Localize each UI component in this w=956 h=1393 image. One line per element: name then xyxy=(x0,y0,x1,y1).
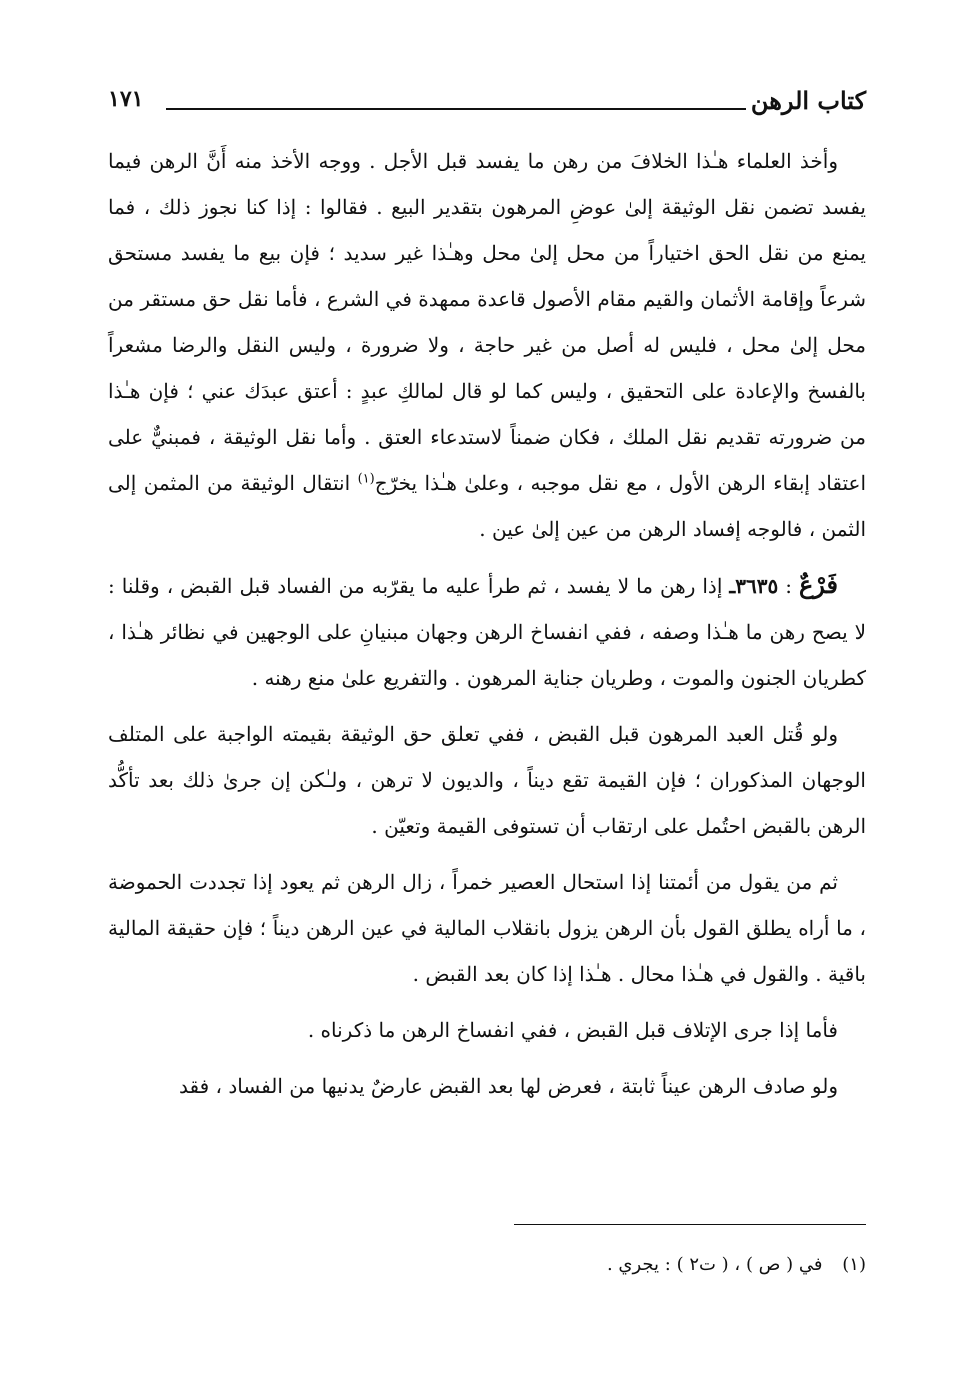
paragraph-4-text: ثم من يقول من أئمتنا إذا استحال العصير خمراً ، زال الرهن ثم يعود إذا تجددت الحموضة ، ما أراه يطلق القول بأن الرهن يزول بانقلاب المالية في عين الرهن ديناً ؛ فإن حقيقة المالية باقية . والقول في هـٰذا محال . هـٰذا إذا كان بعد القبض . xyxy=(108,870,867,986)
running-header xyxy=(108,86,866,126)
paragraph-1 xyxy=(108,138,866,552)
paragraph-3-text: ولو قُتل العبد المرهون قبل القبض ، ففي تعلق حق الوثيقة بقيمته الواجبة على المتلف الوجهان المذكوران ؛ فإن القيمة تقع ديناً ، والديون لا ترهن ، ولـٰكن إن جرىٰ ذلك بعد تأكُّد الرهن بالقبض احتُمل على ارتقاب أن تستوفى القيمة وتعيّن . xyxy=(108,722,866,838)
paragraph-3 xyxy=(108,711,866,849)
paragraph-6 xyxy=(108,1063,866,1109)
paragraph-1-text: وأخذ العلماء هـٰذا الخلافَ من رهن ما يفسد قبل الأجل . ووجه الأخذ منه أَنَّ الرهن فيما يفسد تضمن نقل الوثيقة إلىٰ عوضِ المرهون بتقدير البيع . فقالوا : إذا كنا نجوز ذلك ، فما يمنع من نقل الحق اختياراً من محل إلىٰ محل وهـٰذا غير سديد ؛ فإن بيع ما يفسد مستحق شرعاً وإقامة الأثمان والقيم مقام الأصول قاعدة ممهدة في الشرع ، فأما نقل حق مستقر من محل إلىٰ محل ، فليس له أصل من غير حاجة ، ولا ضرورة ، وليس النقل والرضا مشعراً بالفسخ والإعادة على التحقيق ، وليس كما لو قال لمالكِ عبدٍ : أعتق عبدَك عني ؛ فإن هـٰذا من ضرورته تقديم نقل الملك ، فكان ضمناً لاستدعاء العتق . وأما نقل الوثيقة ، فمبنيٌّ على اعتقاد إبقاء الرهن الأول ، مع نقل موجبه ، وعلىٰ هـٰذا يخرّج xyxy=(108,149,866,495)
page-number: ١٧١ xyxy=(108,86,144,112)
paragraph-far-text: إذا رهن ما لا يفسد ، ثم طرأ عليه ما يقرّبه من الفساد قبل القبض ، وقلنا : لا يصح رهن ما هـٰذا وصفه ، ففي انفساخ الرهن وجهان مبنيانِ على الوجهين في نظائر هـٰذا ، كطريان الجنون والموت ، وطريان جناية المرهون . والتفريع علىٰ منع رهنه . xyxy=(108,574,866,690)
paragraph-far: فَرْعٌ : ٣٦٣٥ـ إذا رهن ما لا يفسد ، ثم طرأ عليه ما يقرّبه من الفساد قبل القبض ، وقلنا : لا يصح رهن ما هـٰذا وصفه ، ففي انفساخ الرهن وجهان مبنيانِ على الوجهين في نظائر هـٰذا ، كطريان الجنون والموت ، وطريان جناية المرهون . والتفريع علىٰ منع رهنه . xyxy=(108,570,866,690)
footnote-rule xyxy=(514,1224,866,1225)
issue-number: ٣٦٣٥ـ xyxy=(729,574,779,598)
footnote-marker[interactable]: (١) xyxy=(357,471,375,487)
footnote-text: في ( ص ) ، ( ت٢ ) : يجري . xyxy=(606,1254,823,1275)
far-label: فَرْعٌ xyxy=(798,570,839,599)
book-title: كتاب الرهن xyxy=(750,86,866,115)
paragraph-6-text: ولو صادف الرهن عيناً ثابتة ، فعرض لها بعد القبض عارضٌ يدنيها من الفساد ، فقد xyxy=(178,1074,838,1098)
footnote-number: (١) xyxy=(842,1254,866,1275)
paragraph-5-text: فأما إذا جرى الإتلاف قبل القبض ، ففي انفساخ الرهن ما ذكرناه . xyxy=(307,1018,838,1042)
footnote xyxy=(166,1250,866,1280)
paragraph-5 xyxy=(108,1007,866,1053)
paragraph-1-continuation: انتقال الوثيقة من المثمن إلى الثمن ، فالوجه إفساد الرهن من عين إلىٰ عين . xyxy=(108,471,866,541)
header-rule xyxy=(166,108,746,110)
main-text xyxy=(108,138,866,1109)
paragraph-4 xyxy=(108,859,866,997)
